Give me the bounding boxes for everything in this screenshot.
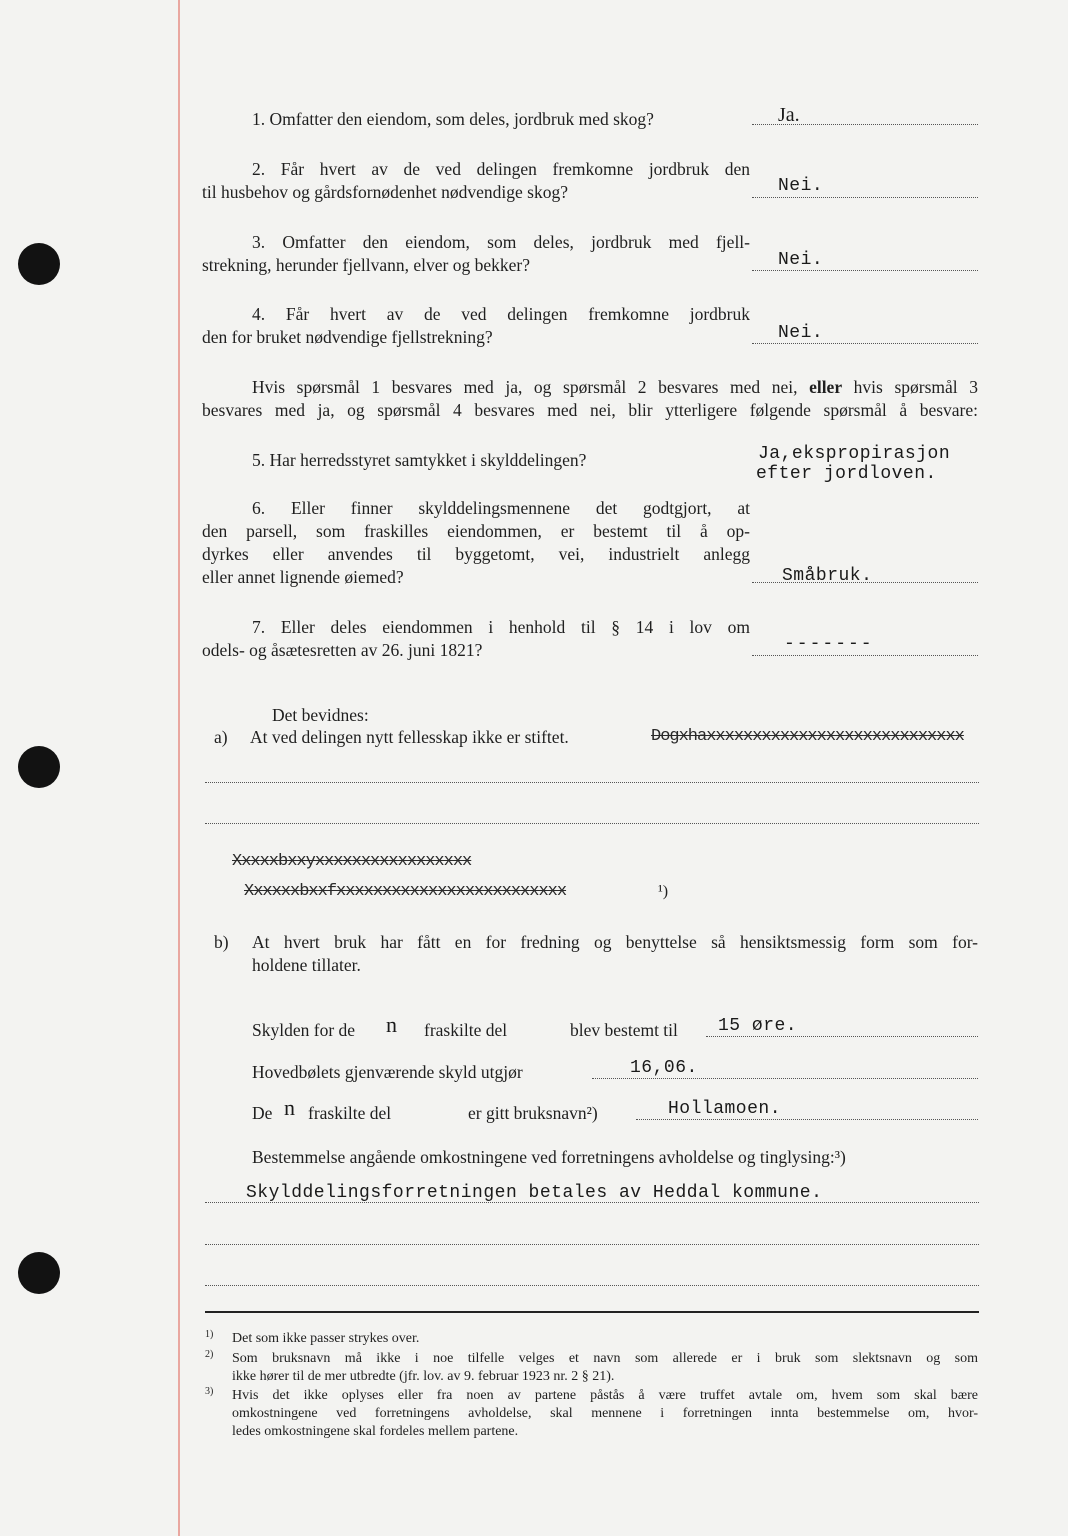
answer-2: Nei. — [778, 176, 824, 196]
footnote-line: ledes omkostningene skal fordeles mellem partene. — [232, 1424, 519, 1439]
footnote-line: ikke hører til de mer utbredte (jfr. lov. av 9. februar 1923 nr. 2 § 21). — [232, 1369, 615, 1384]
intro-paragraph — [202, 376, 978, 422]
skyld-row-1-value: 15 øre. — [718, 1016, 798, 1036]
question-3 — [202, 231, 750, 277]
question-line: 4. Får hvert av de ved delingen fremkomne jordbruk — [252, 304, 750, 324]
footnote-line: Som bruksnavn må ikke i noe tilfelle velges et navn som allerede er i bruk som slektsnavn og som — [232, 1351, 978, 1366]
answer-3: Nei. — [778, 250, 824, 270]
footnote-mark: 3) — [205, 1386, 214, 1397]
answer-line — [752, 343, 978, 344]
margin-line — [178, 0, 180, 1536]
struck-text: Xxxxxxbxxfxxxxxxxxxxxxxxxxxxxxxxxxx — [244, 882, 567, 901]
answer-line — [706, 1036, 978, 1037]
skyld-row-5-value: Skylddelingsforretningen betales av Heddal kommune. — [246, 1183, 823, 1203]
punch-hole — [18, 243, 60, 285]
question-line: strekning, herunder fjellvann, elver og bekker? — [202, 255, 530, 275]
answer-line — [752, 270, 978, 271]
question-line: til husbehov og gårdsfornødenhet nødvendige skog? — [202, 182, 568, 202]
footnote-mark: 2) — [205, 1349, 214, 1360]
question-4 — [202, 303, 750, 349]
question-line: odels- og åsætesretten av 26. juni 1821? — [202, 640, 483, 660]
bevis-a-text: At ved delingen nytt fellesskap ikke er stiftet. — [250, 727, 569, 747]
bevis-b-line: At hvert bruk har fått en for fredning og benyttelse så hensiktsmessig form som for- — [252, 932, 978, 952]
question-line: 7. Eller deles eiendommen i henhold til § 14 i lov om — [252, 617, 750, 637]
skyld-row-1-n: n — [386, 1012, 397, 1037]
question-line: 3. Omfatter den eiendom, som deles, jordbruk med fjell- — [252, 232, 750, 252]
intro-line: Hvis spørsmål 1 besvares med ja, og spørsmål 2 besvares med nei, eller hvis spørsmål 3 — [252, 377, 978, 397]
question-1 — [202, 108, 750, 131]
answer-line — [752, 655, 978, 656]
footnote-rule — [205, 1311, 979, 1313]
footnote-1 — [232, 1330, 978, 1348]
question-line: eller annet lignende øiemed? — [202, 567, 404, 587]
bevis-b-line: holdene tillater. — [252, 955, 361, 975]
question-2 — [202, 158, 750, 204]
footnote-line: Hvis det ikke oplyses eller fra noen av partene påstås å være truffet avtale om, hvem som skal bære — [232, 1388, 978, 1403]
bevis-b-label: b) — [214, 932, 229, 952]
skyld-row-1-c: blev bestemt til — [570, 1020, 678, 1040]
answer-5-line-2: efter jordloven. — [756, 464, 937, 484]
blank-line — [205, 1285, 979, 1286]
blank-line — [205, 1244, 979, 1245]
answer-5-line-1: Ja,ekspropirasjon — [758, 444, 951, 464]
question-line: 2. Får hvert av de ved delingen fremkomne jordbruk den — [252, 159, 750, 179]
answer-1: Ja. — [778, 104, 800, 126]
skyld-row-2-label: Hovedbølets gjenværende skyld utgjør — [252, 1062, 523, 1082]
question-line: den parsell, som fraskilles eiendommen, er bestemt til å op- — [202, 521, 750, 541]
footnote-3 — [232, 1387, 978, 1441]
footnote-mark: 1) — [205, 1329, 214, 1340]
question-5: 5. Har herredsstyret samtykket i skylddelingen? — [252, 450, 587, 470]
skyld-row-3-value: Hollamoen. — [668, 1099, 782, 1119]
question-line: den for bruket nødvendige fjellstrekning? — [202, 327, 493, 347]
bevis-a-label: a) — [214, 727, 228, 747]
skyld-row-1-a: Skylden for de — [252, 1020, 356, 1040]
question-line: 1. Omfatter den eiendom, som deles, jordbruk med skog? — [252, 109, 654, 129]
answer-line — [205, 1202, 979, 1203]
question-line: 6. Eller finner skylddelingsmennene det godtgjort, at — [252, 498, 750, 518]
footnote-line: omkostningene ved forretningens avholdelse, skal mennene i forretningen innta bestemmelse om, hvor- — [232, 1406, 978, 1421]
answer-4: Nei. — [778, 323, 824, 343]
bevis-b-text — [252, 931, 978, 977]
answer-line — [592, 1078, 978, 1079]
struck-footnote-ref: ¹) — [658, 883, 669, 900]
skyld-row-3-c: er gitt bruksnavn²) — [468, 1103, 598, 1123]
answer-6: Småbruk. — [782, 566, 873, 586]
skyld-row-1-b: fraskilte del — [424, 1020, 508, 1040]
skyld-row-3-a: De — [252, 1103, 273, 1123]
punch-hole — [18, 1252, 60, 1294]
skyld-row-2-value: 16,06. — [630, 1058, 698, 1078]
bevis-heading: Det bevidnes: — [272, 705, 369, 725]
punch-hole — [18, 746, 60, 788]
question-7 — [202, 616, 750, 662]
blank-line — [205, 823, 979, 824]
intro-line: besvares med ja, og spørsmål 4 besvares med nei, blir ytterligere følgende spørsmål å besvare: — [202, 400, 978, 420]
answer-line — [636, 1119, 978, 1120]
question-line: dyrkes eller anvendes til byggetomt, vei, industrielt anlegg — [202, 544, 750, 564]
question-6 — [202, 497, 750, 589]
footnote-line: Det som ikke passer strykes over. — [232, 1331, 420, 1346]
skyld-row-3-n: n — [284, 1095, 295, 1120]
skyld-row-3-b: fraskilte del — [308, 1103, 392, 1123]
footnote-2 — [232, 1350, 978, 1386]
blank-line — [205, 782, 979, 783]
struck-text: Xxxxxbxxyxxxxxxxxxxxxxxxxx — [232, 852, 472, 871]
answer-7: ------- — [784, 634, 874, 654]
answer-line — [752, 197, 978, 198]
struck-text: Dogxhaxxxxxxxxxxxxxxxxxxxxxxxxxxxx — [651, 727, 964, 746]
skyld-row-4-label: Bestemmelse angående omkostningene ved forretningens avholdelse og tinglysing:³) — [252, 1147, 846, 1167]
